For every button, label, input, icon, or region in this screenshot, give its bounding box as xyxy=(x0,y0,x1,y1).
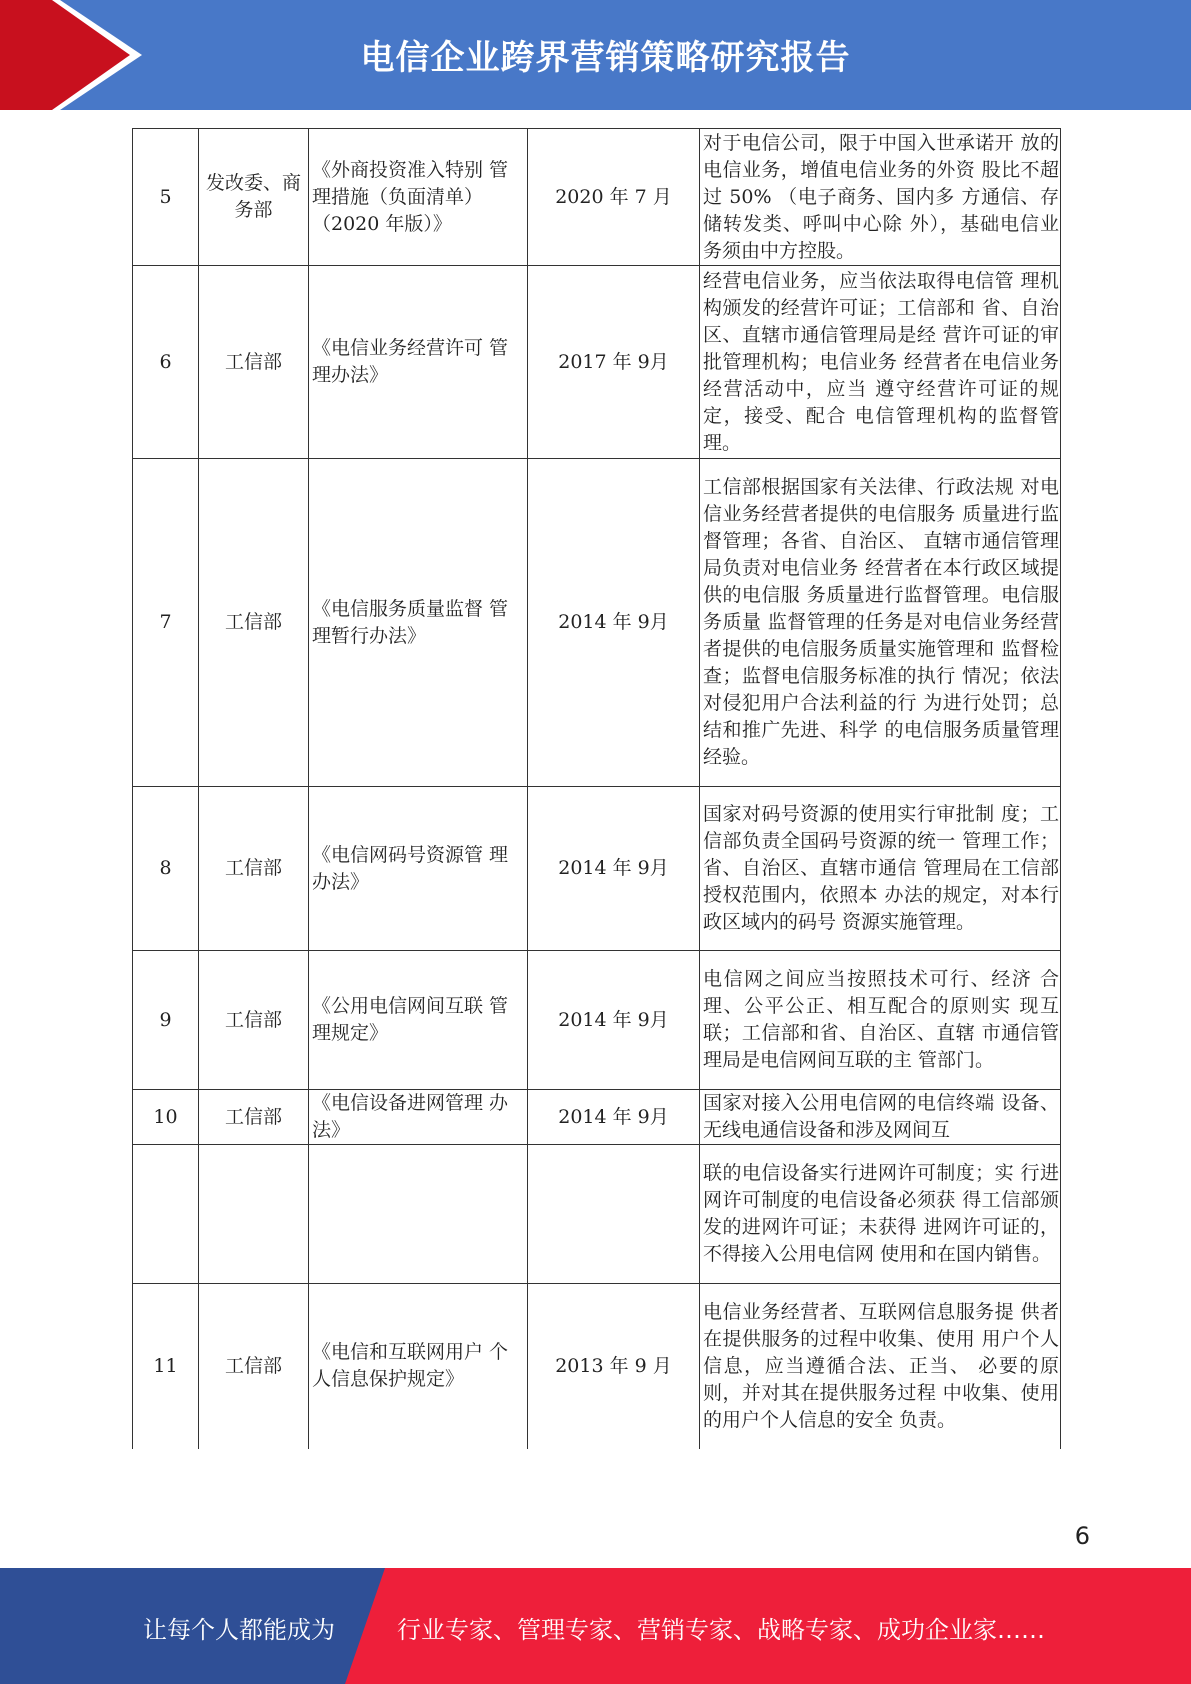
row-description: 工信部根据国家有关法律、行政法规 对电信业务经营者提供的电信服务 质量进行监督管理；各省、自治区、 直辖市通信管理局负责对电信业务 经营者在本行政区域提供的电信服 务质量进行监督管理。电信服务质量 监督管理的任务是对电信业务经营 者提供的电信服务质量实施管理和 监督检查；监督电信服务标准的执行 情况；依法对侵犯用户合法利益的行 为进行处罚；总结和推广先进、科学 的电信服务质量管理经验。 xyxy=(700,459,1061,787)
row-number: 10 xyxy=(133,1090,199,1145)
row-department: 发改委、商务部 xyxy=(199,129,309,266)
row-number: 6 xyxy=(133,266,199,459)
row-date xyxy=(528,1145,700,1284)
row-description: 国家对码号资源的使用实行审批制 度；工信部负责全国码号资源的统一 管理工作；省、自治区、直辖市通信 管理局在工信部授权范围内，依照本 办法的规定，对本行政区域内的码号 资源实施管理。 xyxy=(700,787,1061,951)
footer-slogan-left: 让每个人都能成为 xyxy=(143,1616,335,1644)
row-regulation: 《电信服务质量监督 管理暂行办法》 xyxy=(309,459,528,787)
row-regulation: 《电信设备进网管理 办法》 xyxy=(309,1090,528,1145)
row-date: 2020 年 7 月 xyxy=(528,129,700,266)
row-date: 2014 年 9月 xyxy=(528,951,700,1090)
table-row xyxy=(133,1145,1061,1284)
row-date: 2014 年 9月 xyxy=(528,787,700,951)
table-row xyxy=(133,266,1061,459)
row-description: 联的电信设备实行进网许可制度；实 行进网许可制度的电信设备必须获 得工信部颁发的进网许可证；未获得 进网许可证的，不得接入公用电信网 使用和在国内销售。 xyxy=(700,1145,1061,1284)
table-row xyxy=(133,1284,1061,1449)
row-department xyxy=(199,1145,309,1284)
table-row xyxy=(133,787,1061,951)
row-regulation: 《外商投资准入特别 管理措施（负面清单）（2020 年版）》 xyxy=(309,129,528,266)
footer-slogan-right: 行业专家、管理专家、营销专家、战略专家、成功企业家…… xyxy=(397,1616,1045,1644)
row-regulation xyxy=(309,1145,528,1284)
row-number: 11 xyxy=(133,1284,199,1449)
row-description: 经营电信业务，应当依法取得电信管 理机构颁发的经营许可证；工信部和 省、自治区、直辖市通信管理局是经 营许可证的审批管理机构；电信业务 经营者在电信业务经营活动中，应当 遵守经营许可证的规定，接受、配合 电信管理机构的监督管理。 xyxy=(700,266,1061,459)
row-number xyxy=(133,1145,199,1284)
row-number: 5 xyxy=(133,129,199,266)
row-regulation: 《电信业务经营许可 管理办法》 xyxy=(309,266,528,459)
row-date: 2013 年 9 月 xyxy=(528,1284,700,1449)
row-number: 9 xyxy=(133,951,199,1090)
row-description: 电信网之间应当按照技术可行、经济 合理、公平公正、相互配合的原则实 现互联；工信部和省、自治区、直辖 市通信管理局是电信网间互联的主 管部门。 xyxy=(700,951,1061,1090)
row-description: 电信业务经营者、互联网信息服务提 供者在提供服务的过程中收集、使用 用户个人信息，应当遵循合法、正当、 必要的原则，并对其在提供服务过程 中收集、使用的用户个人信息的安全 负责。 xyxy=(700,1284,1061,1449)
page-number: 6 xyxy=(1074,1522,1090,1550)
row-description: 对于电信公司，限于中国入世承诺开 放的电信业务，增值电信业务的外资 股比不超过 50% （电子商务、国内多 方通信、存储转发类、呼叫中心除 外），基础电信业务须由中方控股。 xyxy=(700,129,1061,266)
row-regulation: 《公用电信网间互联 管理规定》 xyxy=(309,951,528,1090)
table-row xyxy=(133,951,1061,1090)
regulation-table xyxy=(132,128,1060,1449)
row-department: 工信部 xyxy=(199,1284,309,1449)
row-department: 工信部 xyxy=(199,787,309,951)
header-title: 电信企业跨界营销策略研究报告 xyxy=(360,38,851,78)
row-department: 工信部 xyxy=(199,266,309,459)
row-regulation: 《电信网码号资源管 理办法》 xyxy=(309,787,528,951)
row-department: 工信部 xyxy=(199,951,309,1090)
table-row xyxy=(133,459,1061,787)
table-row xyxy=(133,1090,1061,1145)
page-footer xyxy=(0,1568,1191,1684)
row-date: 2014 年 9月 xyxy=(528,1090,700,1145)
row-number: 7 xyxy=(133,459,199,787)
page-header xyxy=(0,0,1191,110)
table-row xyxy=(133,129,1061,266)
row-date: 2014 年 9月 xyxy=(528,459,700,787)
row-department: 工信部 xyxy=(199,459,309,787)
row-regulation: 《电信和互联网用户 个人信息保护规定》 xyxy=(309,1284,528,1449)
row-number: 8 xyxy=(133,787,199,951)
row-department: 工信部 xyxy=(199,1090,309,1145)
row-date: 2017 年 9月 xyxy=(528,266,700,459)
row-description: 国家对接入公用电信网的电信终端 设备、无线电通信设备和涉及网间互 xyxy=(700,1090,1061,1145)
